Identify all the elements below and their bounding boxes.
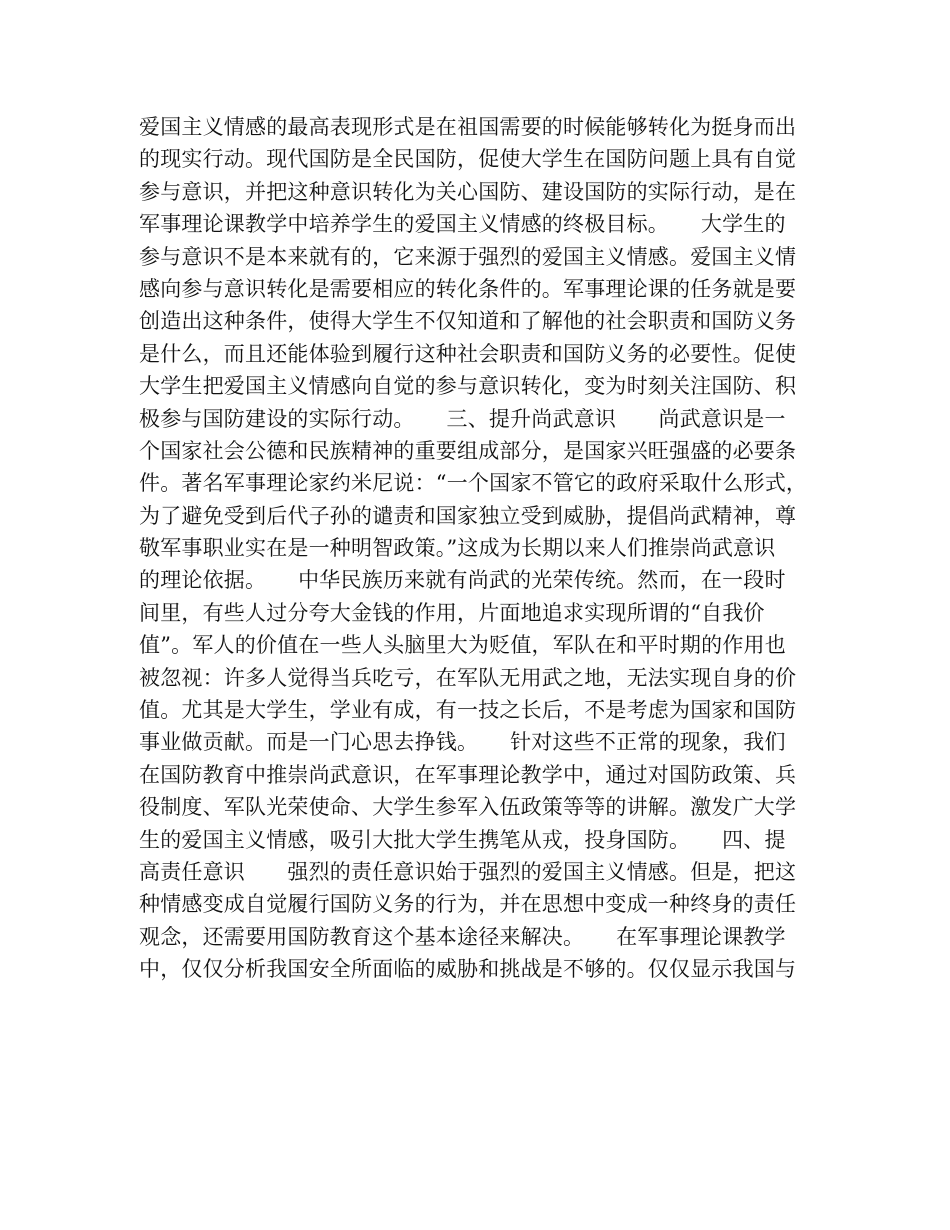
text-line: 感向参与意识转化是需要相应的转化条件的。军事理论课的任务就是要 bbox=[139, 276, 797, 301]
text-line: 被忽视：许多人觉得当兵吃亏，在军队无用武之地，无法实现自身的价 bbox=[139, 665, 797, 690]
text-line: 个国家社会公德和民族精神的重要组成部分，是国家兴旺强盛的必要条 bbox=[139, 438, 797, 463]
text-line: 参与意识，并把这种意识转化为关心国防、建设国防的实际行动，是在 bbox=[139, 179, 797, 204]
text-line: 为了避免受到后代子孙的谴责和国家独立受到威胁，提倡尚武精神，尊 bbox=[139, 503, 797, 528]
text-line: 创造出这种条件，使得大学生不仅知道和了解他的社会职责和国防义务 bbox=[139, 309, 797, 334]
text-line: 的理论依据。 中华民族历来就有尚武的光荣传统。然而，在一段时 bbox=[139, 568, 786, 593]
text-line: 高责任意识 强烈的责任意识始于强烈的爱国主义情感。但是，把这 bbox=[139, 859, 797, 884]
text-line: 观念，还需要用国防教育这个基本途径来解决。 在军事理论课教学 bbox=[139, 924, 786, 949]
text-line: 值。尤其是大学生，学业有成，有一技之长后，不是考虑为国家和国防 bbox=[139, 698, 797, 723]
text-line: 役制度、军队光荣使命、大学生参军入伍政策等等的讲解。激发广大学 bbox=[139, 795, 797, 820]
text-line: 爱国主义情感的最高表现形式是在祖国需要的时候能够转化为挺身而出 bbox=[139, 115, 797, 139]
text-line: 是什么，而且还能体验到履行这种社会职责和国防义务的必要性。促使 bbox=[139, 341, 797, 366]
text-line: 大学生把爱国主义情感向自觉的参与意识转化，变为时刻关注国防、积 bbox=[139, 374, 797, 399]
text-line: 在国防教育中推崇尚武意识，在军事理论教学中，通过对国防政策、兵 bbox=[139, 762, 797, 787]
text-line: 中，仅仅分析我国安全所面临的威胁和挑战是不够的。仅仅显示我国与 bbox=[139, 957, 797, 982]
text-line: 军事理论课教学中培养学生的爱国主义情感的终极目标。 大学生的 bbox=[139, 212, 786, 237]
text-line: 种情感变成自觉履行国防义务的行为，并在思想中变成一种终身的责任 bbox=[139, 892, 797, 917]
body-text bbox=[139, 111, 819, 986]
text-line: 敬军事职业实在是一种明智政策。”这成为长期以来人们推崇尚武意识 bbox=[139, 536, 776, 561]
text-line: 的现实行动。现代国防是全民国防，促使大学生在国防问题上具有自觉 bbox=[139, 147, 797, 172]
text-line: 参与意识不是本来就有的，它来源于强烈的爱国主义情感。爱国主义情 bbox=[139, 244, 797, 269]
text-line: 件。著名军事理论家约米尼说：“一个国家不管它的政府采取什么形式， bbox=[139, 471, 808, 496]
text-line: 极参与国防建设的实际行动。 三、提升尚武意识 尚武意识是一 bbox=[139, 406, 786, 431]
text-line: 间里，有些人过分夸大金钱的作用，片面地追求实现所谓的“自我价 bbox=[139, 600, 765, 625]
text-line: 值”。军人的价值在一些人头脑里大为贬值，军队在和平时期的作用也 bbox=[139, 633, 786, 658]
text-line: 事业做贡献。而是一门心思去挣钱。 针对这些不正常的现象，我们 bbox=[139, 730, 786, 755]
text-line: 生的爱国主义情感，吸引大批大学生携笔从戎，投身国防。 四、提 bbox=[139, 827, 786, 852]
